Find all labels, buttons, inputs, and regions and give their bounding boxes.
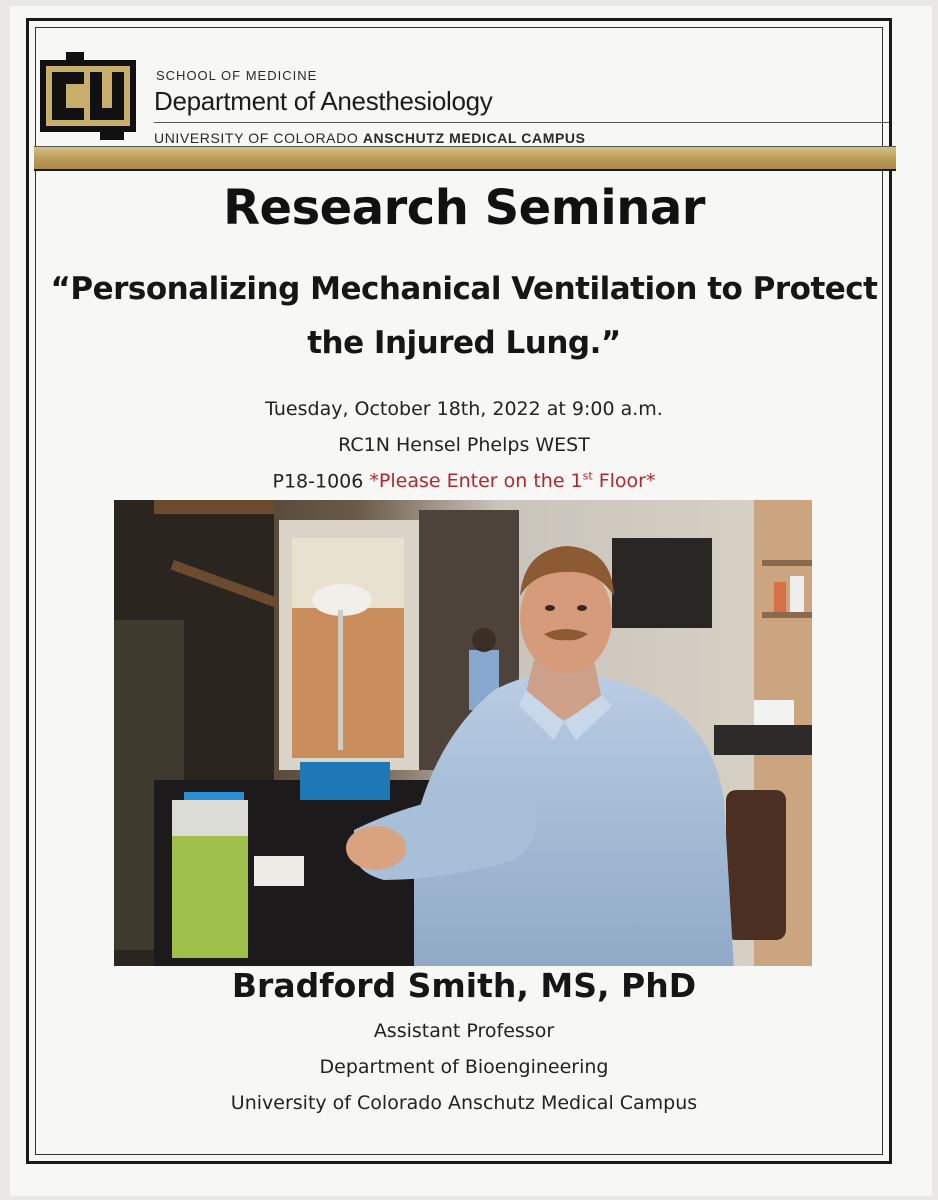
talk-title-line-2: the Injured Lung.”: [307, 325, 621, 361]
speaker-name: Bradford Smith, MS, PhD: [231, 966, 697, 1005]
university-line: [154, 130, 586, 146]
entry-note: [369, 470, 655, 492]
entry-note-suffix: Floor*: [592, 470, 656, 493]
event-title: Research Seminar: [223, 180, 705, 236]
talk-title: [34, 262, 894, 370]
entry-note-sup: st: [582, 470, 593, 483]
campus-name: ANSCHUTZ MEDICAL CAMPUS: [362, 130, 586, 146]
speaker-institution: University of Colorado Anschutz Medical Campus: [230, 1092, 698, 1114]
department-header: [34, 46, 894, 156]
event-date-time: Tuesday, October 18th, 2022 at 9:00 a.m.: [265, 398, 663, 420]
speaker-photo-illustration: [114, 500, 812, 966]
school-name: SCHOOL OF MEDICINE: [156, 68, 318, 83]
talk-title-line-1: “Personalizing Mechanical Ventilation to Protect: [50, 271, 878, 307]
event-location: RC1N Hensel Phelps WEST: [338, 434, 590, 456]
university-name: UNIVERSITY OF COLORADO: [154, 130, 359, 146]
header-rule: [154, 122, 889, 123]
speaker-photo: [114, 500, 812, 966]
speaker-department: Department of Bioengineering: [319, 1056, 609, 1078]
entry-note-prefix: *Please Enter on the 1: [369, 470, 583, 493]
gold-divider-bar: [34, 146, 896, 171]
department-name: Department of Anesthesiology: [154, 86, 493, 116]
cu-logo-icon: [38, 50, 138, 142]
event-room: P18-1006: [272, 470, 364, 493]
speaker-title: Assistant Professor: [373, 1020, 555, 1042]
event-room-line: [34, 470, 894, 492]
